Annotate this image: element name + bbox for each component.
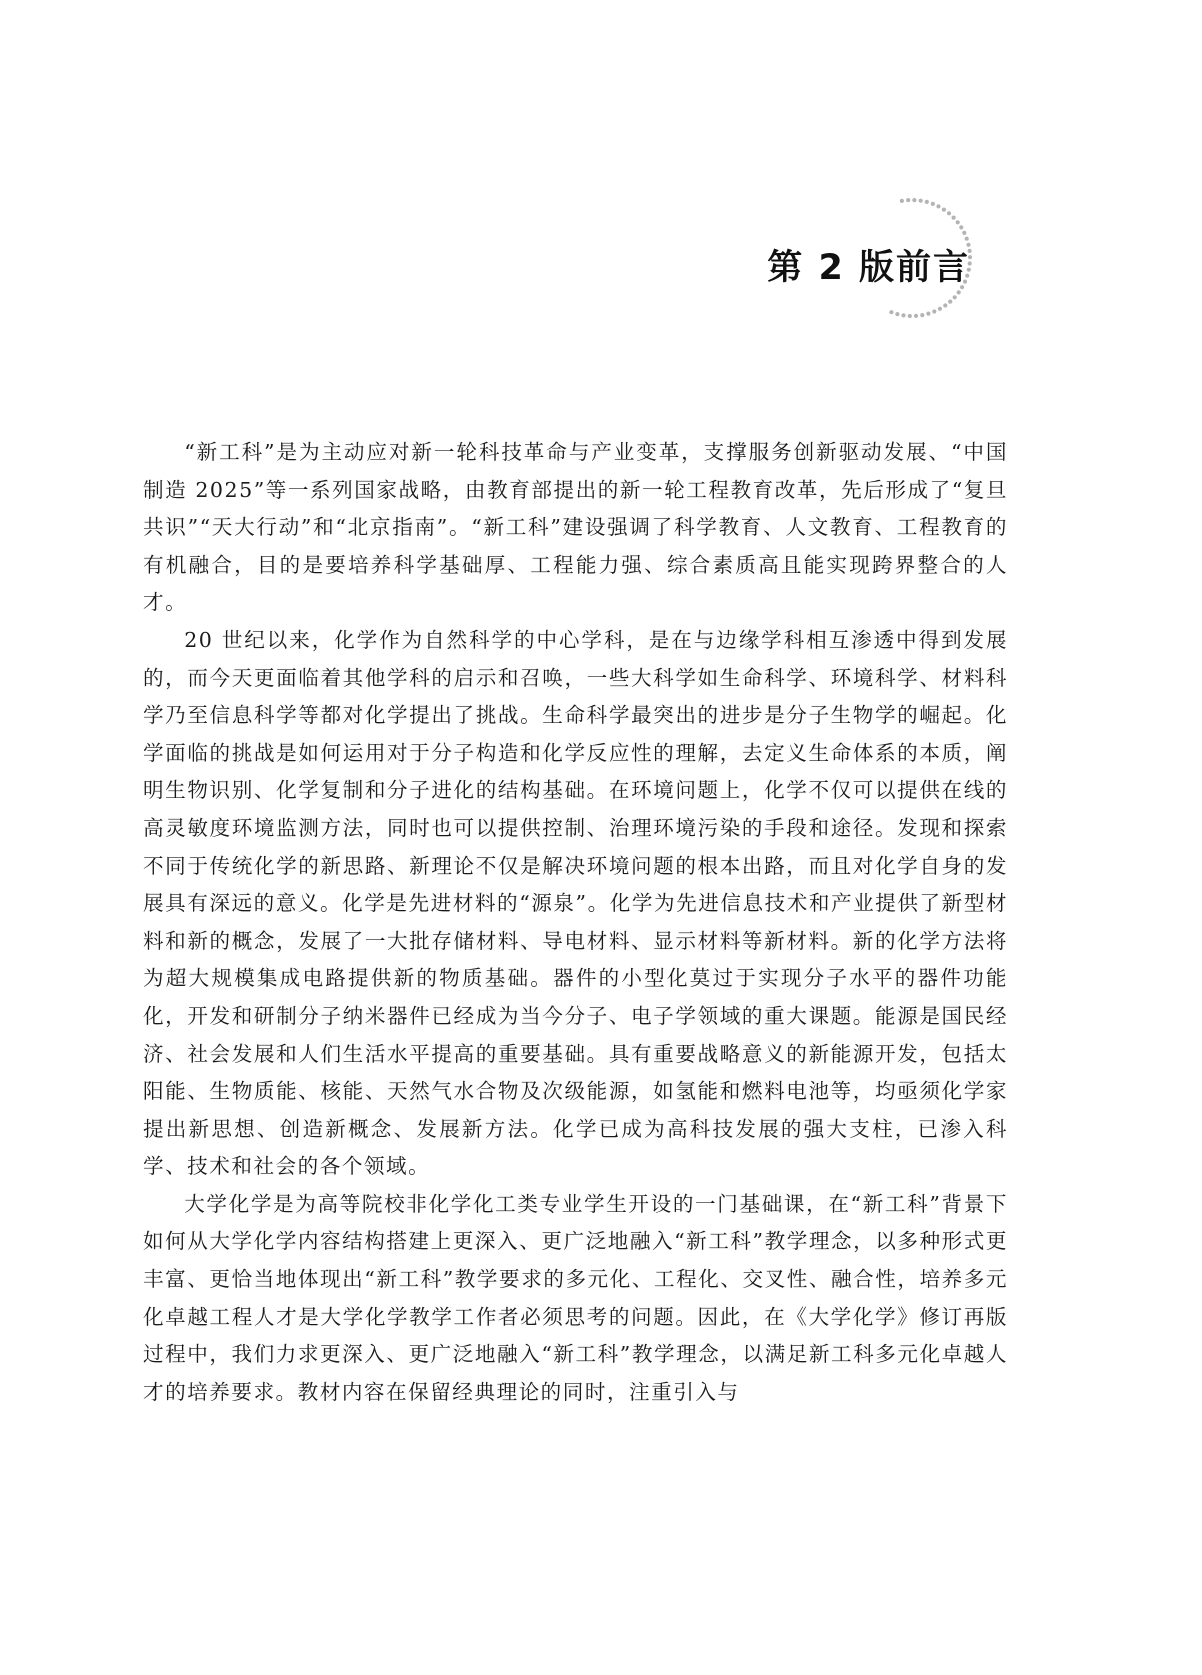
ring-dot bbox=[900, 199, 904, 203]
ring-dot bbox=[926, 312, 930, 316]
ring-dot bbox=[908, 314, 912, 318]
ring-dot bbox=[953, 295, 957, 299]
ring-dot bbox=[938, 307, 942, 311]
ring-dot bbox=[952, 216, 956, 220]
ring-dot bbox=[947, 211, 951, 215]
ring-dot bbox=[948, 300, 952, 304]
ring-dot bbox=[932, 309, 936, 313]
ring-dot bbox=[957, 290, 961, 294]
ring-dot bbox=[931, 202, 935, 206]
ring-dot bbox=[942, 208, 946, 212]
paragraph-2: 20 世纪以来，化学作为自然科学的中心学科，是在与边缘学科相互渗透中得到发展的，而今天更面临着其他学科的启示和召唤，一些大科学如生命科学、环境科学、材料科学乃至信息科学等都对化学提出了挑战。生命科学最突出的进步是分子生物学的崛起。化学面临的挑战是如何运用对于分子构造和化学反应性的理解，去定义生命体系的本质，阐明生物识别、化学复制和分子进化的结构基础。在环境问题上，化学不仅可以提供在线的高灵敏度环境监测方法，同时也可以提供控制、治理环境污染的手段和途径。发现和探索不同于传统化学的新思路、新理论不仅是解决环境问题的根本出路，而且对化学自身的发展具有深远的意义。化学是先进材料的“源泉”。化学为先进信息技术和产业提供了新型材料和新的概念，发展了一大批存储材料、导电材料、显示材料等新材料。新的化学方法将为超大规模集成电路提供新的物质基础。器件的小型化莫过于实现分子水平的器件功能化，开发和研制分子纳米器件已经成为当今分子、电子学领域的重大课题。能源是国民经济、社会发展和人们生活水平提高的重要基础。具有重要战略意义的新能源开发，包括太阳能、生物质能、核能、天然气水合物及次级能源，如氢能和燃料电池等，均亟须化学家提出新思想、创造新概念、发展新方法。化学已成为高科技发展的强大支柱，已渗入科学、技术和社会的各个领域。 bbox=[143, 627, 1008, 1179]
paragraph-3: 大学化学是为高等院校非化学化工类专业学生开设的一门基础课，在“新工科”背景下如何从大学化学内容结构搭建上更深入、更广泛地融入“新工科”教学理念，以多种形式更丰富、更恰当地体现出“新工科”教学要求的多元化、工程化、交叉性、融合性，培养多元化卓越工程人才是大学化学教学工作者必须思考的问题。因此，在《大学化学》修订再版过程中，我们力求更深入、更广泛地融入“新工科”教学理念，以满足新工科多元化卓越人才的培养要求。教材内容在保留经典理论的同时，注重引入与 bbox=[143, 1191, 1008, 1404]
page-title: 第 2 版前言 bbox=[767, 248, 970, 288]
ring-dot bbox=[962, 231, 966, 235]
ring-dot bbox=[919, 199, 923, 203]
ring-dot bbox=[959, 225, 963, 229]
ring-dot bbox=[889, 310, 893, 314]
ring-dot bbox=[943, 303, 947, 307]
ring-dot bbox=[925, 200, 929, 204]
ring-dot bbox=[895, 312, 899, 316]
ring-dot bbox=[906, 198, 910, 202]
dotted-ring-decoration bbox=[0, 0, 1202, 400]
ring-dot bbox=[901, 313, 905, 317]
ring-dot bbox=[956, 220, 960, 224]
ring-dot bbox=[920, 313, 924, 317]
ring-dot bbox=[936, 204, 940, 208]
preface-body bbox=[143, 434, 1008, 1411]
ring-dot bbox=[912, 198, 916, 202]
paragraph-1: “新工科”是为主动应对新一轮科技革命与产业变革，支撑服务创新驱动发展、“中国制造 2025”等一系列国家战略，由教育部提出的新一轮工程教育改革，先后形成了“复旦共识”“天大行动”和“北京指南”。“新工科”建设强调了科学教育、人文教育、工程教育的有机融合，目的是要培养科学基础厚、工程能力强、综合素质高且能实现跨界整合的人才。 bbox=[143, 440, 1008, 615]
ring-dot bbox=[914, 314, 918, 318]
